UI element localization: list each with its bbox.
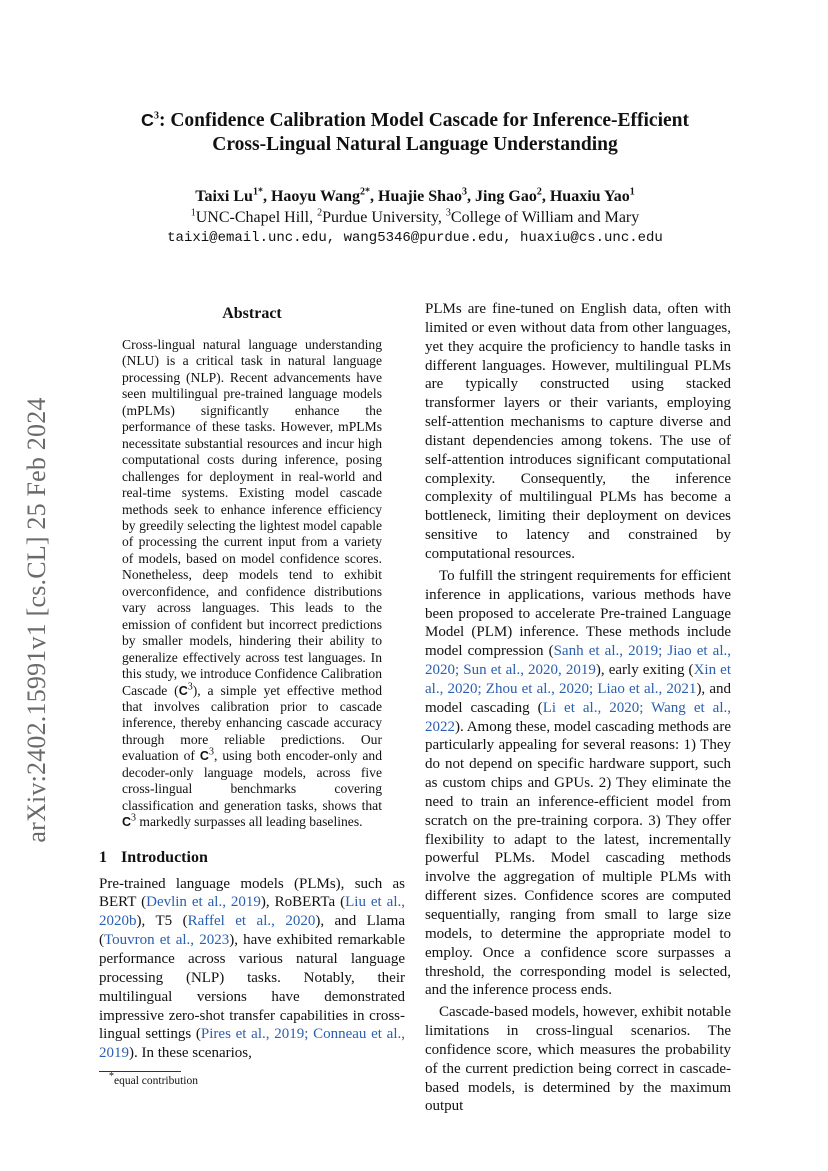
author-emails: taixi@email.unc.edu, wang5346@purdue.edu, huaxiu@cs.unc.edu xyxy=(167,230,663,246)
left-column xyxy=(99,300,405,1087)
body-paragraph-2: To fulfill the stringent requirements for efficient inference in applications, various methods have been proposed to accelerate Pre-trained Language Model (PLM) inference. These methods include model compression (Sanh et al., 2019; Jiao et al., 2020; Sun et al., 2020, 2019), early exiting (Xin et al., 2020; Zhou et al., 2020; Liao et al., 2021), and model cascading (Li et al., 2020; Wang et al., 2022). Among these, model cascading methods are particularly appealing for several reasons: 1) They do not depend on specific hardware support, such as custom chips and GPUs. 2) They eliminate the need to train an inference-efficient model from scratch on the pre-training corpora. 3) They offer flexibility to adapt to the latest, incrementally powerful PLMs. Model cascading methods involve the aggregation of multiple PLMs with different sizes. Confidence scores are computed sequentially, ranging from small to large size models, to determine the appropriate model to employ. Once a confidence score surpasses a threshold, the corresponding model is selected, and the inference process ends. xyxy=(425,567,731,999)
footnote: *equal contribution xyxy=(109,1071,198,1088)
citation-link[interactable]: Li et al., 2020; Wang et al., 2022 xyxy=(425,699,731,735)
arxiv-sidebar xyxy=(17,355,57,885)
right-column xyxy=(425,300,731,1116)
citation-link[interactable]: Liu et al., 2020b xyxy=(99,894,405,930)
abstract-text: Cross-lingual natural language understanding (NLU) is a critical task in natural language processing (NLP). Recent advancements have seen multilingual pre-trained language models (mPLMs) significantly enhance the performance of these tasks. However, mPLMs necessitate substantial resources and incur high computational costs during inference, posing challenges for deployment in real-world and real-time systems. Existing model cascade methods seek to enhance inference efficiency by greedily selecting the lightest model capable of processing the current input from a variety of models, based on model confidence scores. Nonetheless, deep models tend to exhibit overconfidence, and confidence distributions vary across languages. This leads to the emission of confident but incorrect predictions by smaller models, hindering their ability to generalize effectively across test languages. In this study, we introduce Confidence Calibration Cascade $(C^3)$, a simple yet effective method that involves calibration prior to cascade inference, thereby enhancing cascade accuracy through more reliable predictions. Our evaluation of $C^3$, using both encoder-only and decoder-only language models, across five cross-lingual benchmarks covering classification and generation tasks, shows that $C^3$ markedly surpasses all leading baselines. xyxy=(122,337,383,830)
arxiv-identifier: arXiv:2402.15991v1 [cs.CL] 25 Feb 2024 xyxy=(22,397,51,843)
body-paragraph-3: Cascade-based models, however, exhibit notable limitations in cross-lingual scenarios. The confidence score, which measures the probability of the current prediction being correct in cascade-based models, is determined by the maximum output xyxy=(425,1004,731,1115)
citation-link[interactable]: Devlin et al., 2019 xyxy=(146,894,261,911)
section-heading-introduction: 1 Introduction xyxy=(99,848,208,866)
citation-link[interactable]: Touvron et al., 2023 xyxy=(104,932,230,949)
citation-link[interactable]: Pires et al., 2019; Conneau et al., 2019 xyxy=(99,1026,405,1062)
intro-paragraph-1: Pre-trained language models (PLMs), such as BERT (Devlin et al., 2019), RoBERTa (Liu et al., 2020b), T5 (Raffel et al., 2020), and Llama (Touvron et al., 2023), have exhibited remarkable performance across various natural language processing (NLP) tasks. Notably, their multilingual versions have demonstrated impressive zero-shot transfer capabilities in cross-lingual settings (Pires et al., 2019; Conneau et al., 2019). In these scenarios, xyxy=(99,875,405,1062)
citation-link[interactable]: Raffel et al., 2020 xyxy=(187,913,316,930)
title-line-2: Cross-Lingual Natural Language Understanding xyxy=(212,134,618,155)
citation-link[interactable]: Sanh et al., 2019; Jiao et al., 2020; Sun et al., 2020, 2019 xyxy=(425,643,731,679)
paper-title xyxy=(120,108,710,157)
author-names: Taixi $Lu^{1*}$, Haoyu Wang$^{2*}$, Huajie Shao$^3$, Jing Gao$^2$, Huaxiu Yao$^1$ xyxy=(195,186,635,205)
affiliations: $^1$UNC-Chapel Hill, $^2$Purdue University, $^3$College of William and Mary xyxy=(190,207,640,226)
citation-link[interactable]: Xin et al., 2020; Zhou et al., 2020; Liao et al., 2021 xyxy=(425,662,731,697)
title-line-1: $C^3$: Confidence Calibration Model Cascade for Inference-Efficient xyxy=(141,110,689,131)
body-paragraph-1: PLMs are fine-tuned on English data, often with limited or even without data from other languages, yet they acquire the proficiency to handle tasks in different languages. However, multilingual PLMs are typically constructed using stacked transformer layers or their variants, employing self-attention mechanisms to capture diverse and distant dependencies among tokens. The use of self-attention introduces significant computational complexity. Consequently, the inference complexity of multilingual PLMs has become a bottleneck, limiting their deployment on devices sensitive to latency and constrained by computational resources. xyxy=(425,301,731,562)
author-block xyxy=(120,186,710,249)
abstract-heading: Abstract xyxy=(222,305,282,322)
